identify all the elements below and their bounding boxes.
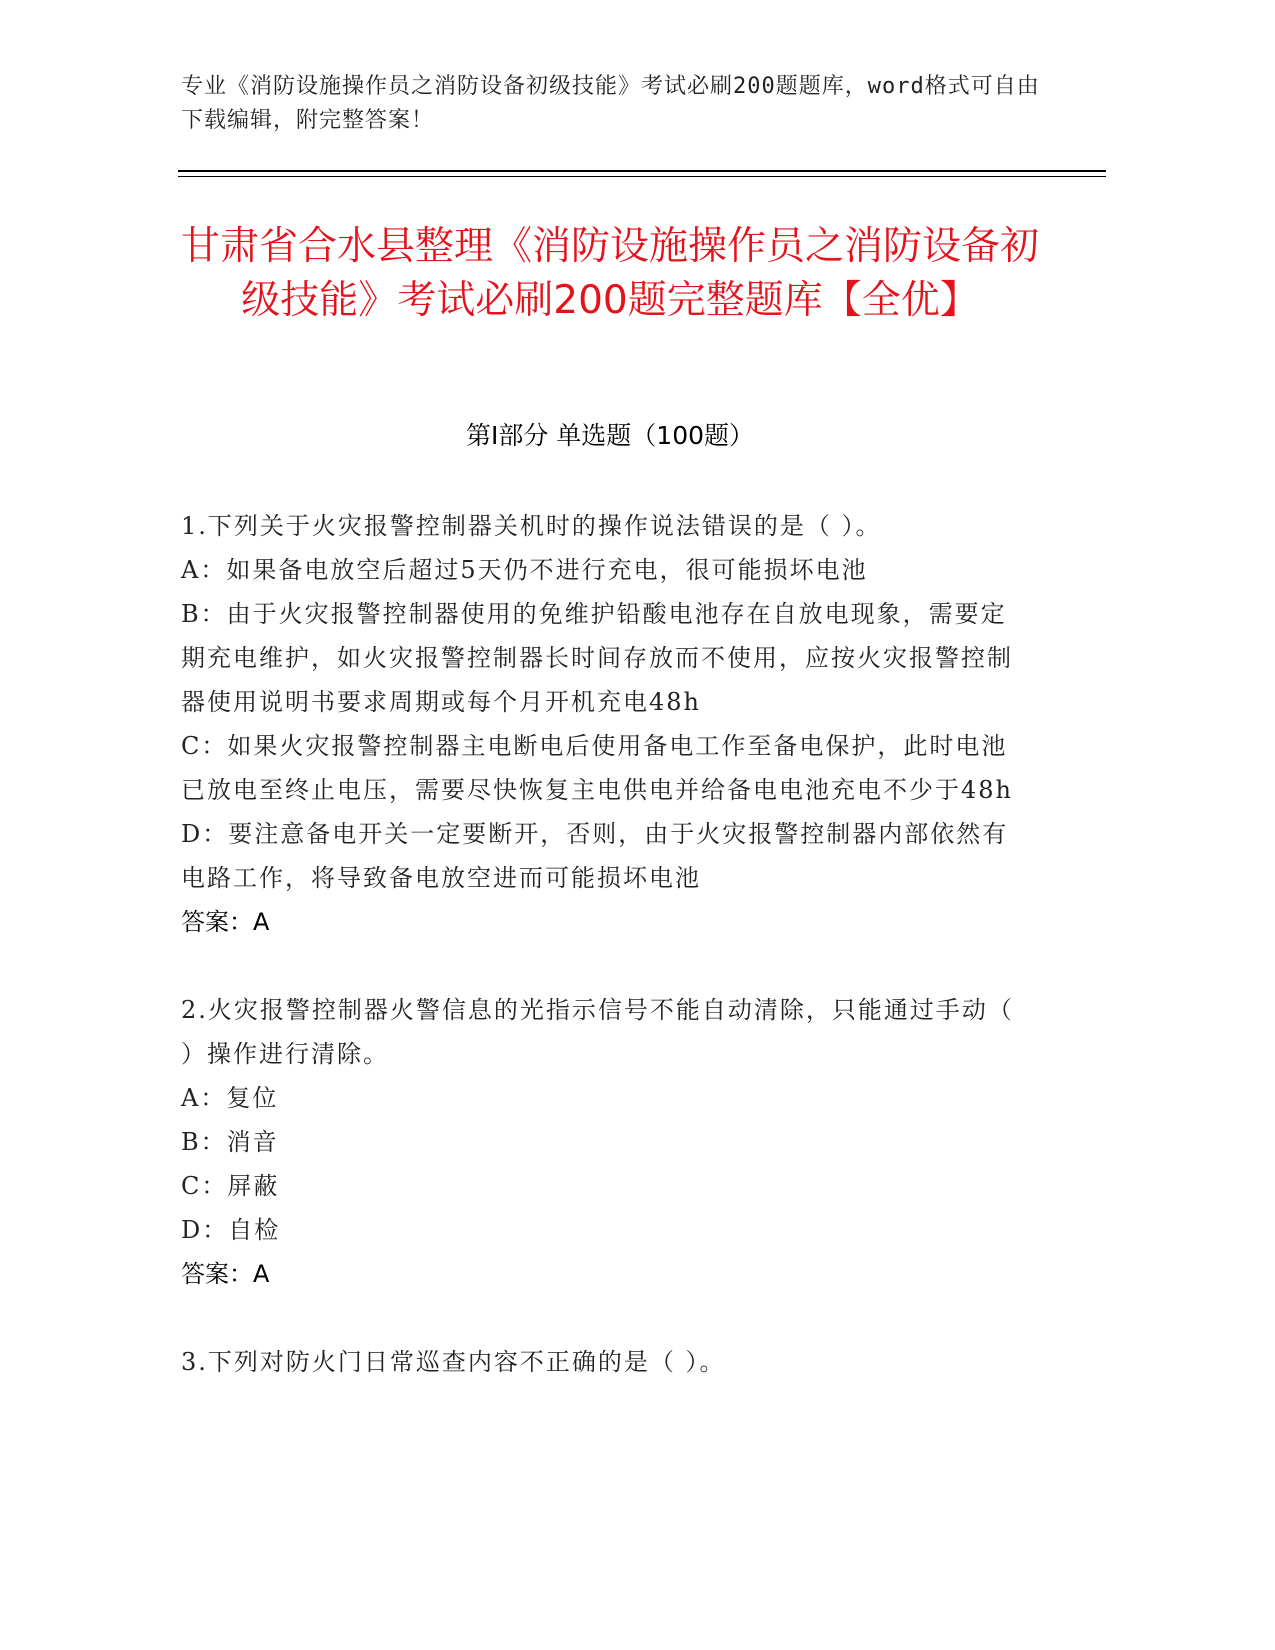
option-d: D：自检	[181, 1216, 281, 1244]
option-d: D：要注意备电开关一定要断开，否则，由于火灾报警控制器内部依然有电路工作，将导致备电放空进而可能损坏电池	[181, 820, 1009, 892]
answer-line: 答案：A	[181, 1260, 270, 1288]
document-title: 甘肃省合水县整理《消防设施操作员之消防设备初级技能》考试必刷200题完整题库【全优】	[180, 224, 1039, 323]
header-divider-thick	[178, 170, 1106, 172]
option-a: A：如果备电放空后超过5天仍不进行充电，很可能损坏电池	[181, 556, 868, 584]
option-a: A：复位	[181, 1084, 279, 1112]
header-divider-thin	[178, 176, 1106, 177]
question-3	[181, 1340, 1031, 1384]
option-c: C：屏蔽	[181, 1172, 280, 1200]
option-c: C：如果火灾报警控制器主电断电后使用备电工作至备电保护，此时电池已放电至终止电压，需要尽快恢复主电供电并给备电电池充电不少于48h	[181, 732, 1013, 804]
option-b: B：消音	[181, 1128, 279, 1156]
question-stem: 3.下列对防火门日常巡查内容不正确的是（ ）。	[181, 1348, 726, 1376]
question-list	[181, 504, 1031, 1428]
question-stem: 1.下列关于火灾报警控制器关机时的操作说法错误的是（ ）。	[181, 512, 882, 540]
header-note: 专业《消防设施操作员之消防设备初级技能》考试必刷200题题库，word格式可自由下载编辑，附完整答案！	[181, 74, 1040, 133]
question-2	[181, 988, 1031, 1296]
section-title: 第I部分 单选题（100题）	[465, 421, 755, 450]
option-b: B：由于火灾报警控制器使用的免维护铅酸电池存在自放电现象，需要定期充电维护，如火灾报警控制器长时间存放而不使用，应按火灾报警控制器使用说明书要求周期或每个月开机充电48h	[181, 600, 1013, 716]
question-1	[181, 504, 1031, 944]
question-stem: 2.火灾报警控制器火警信息的光指示信号不能自动清除，只能通过手动（ ）操作进行清除。	[181, 996, 1014, 1068]
answer-line: 答案：A	[181, 908, 270, 936]
